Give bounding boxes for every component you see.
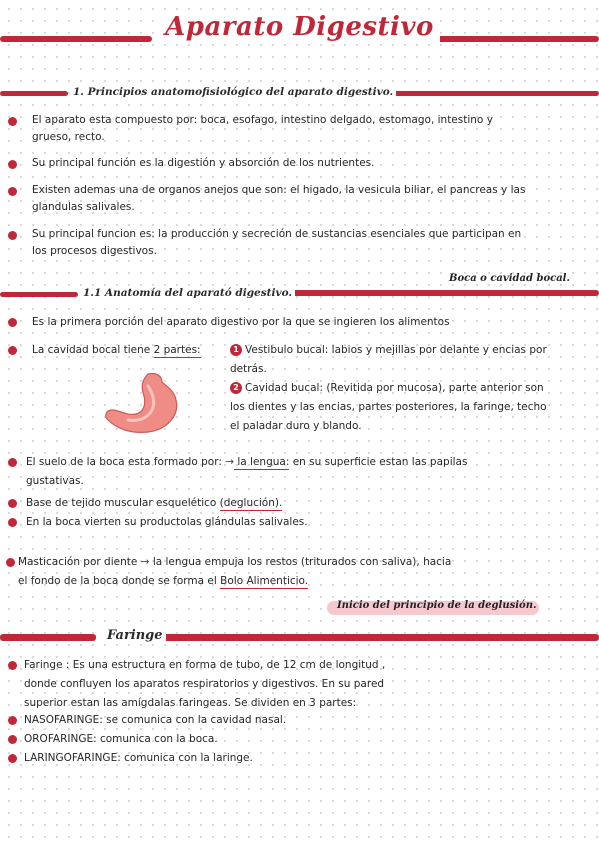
page-title: Aparato Digestivo — [0, 12, 599, 42]
section11-bullet-4: Base de tejido muscular esquelético (deglución). — [26, 497, 283, 509]
boca-note: Boca o cavidad bocal. — [449, 273, 570, 284]
bullet-dot — [8, 346, 17, 355]
bullet-dot — [8, 735, 17, 744]
section1-rule-right — [362, 91, 599, 96]
bullet-dot — [6, 558, 15, 567]
stomach-illustration — [104, 372, 182, 434]
part-1-vestibulo: 1 Vestibulo bucal: labios y mejillas por delante y encias por detrás. — [230, 344, 547, 375]
section1-bullet-3: Existen ademas una de organos anejos que son: el higado, la vesicula biliar, el pancreas y las glandulas salivales. — [32, 184, 526, 213]
section11-bullet-6: Masticación por diente → la lengua empuja los restos (triturados con saliva), hacia el fondo de la boca donde se forma el Bolo Alimenticio. — [18, 556, 452, 587]
faringe-heading: Faringe — [104, 628, 166, 643]
bullet-dot — [8, 160, 17, 169]
bullet-dot — [8, 754, 17, 763]
bullet-dot — [8, 458, 17, 467]
bullet-dot — [8, 661, 17, 670]
section1-rule-left — [0, 91, 68, 96]
section11-rule-left — [0, 292, 78, 297]
section11-bullet-2: La cavidad bocal tiene 2 partes: — [32, 344, 201, 356]
bullet-dot — [8, 117, 17, 126]
bullet-dot — [8, 318, 17, 327]
section11-bullet-3: El suelo de la boca esta formado por: → la lengua: en su superficie estan las papilas gustativas. — [26, 456, 468, 487]
section11-bullet-1: Es la primera porción del aparato digestivo por la que se ingieren los alimentos — [32, 316, 450, 328]
faringe-rule-right — [162, 634, 599, 641]
bullet-dot — [8, 499, 17, 508]
faringe-part-nasofaringe: NASOFARINGE: se comunica con la cavidad nasal. — [24, 714, 287, 726]
section11-heading: 1.1 Anatomía del aparató digestivo. — [80, 287, 295, 299]
section1-bullet-4: Su principal funcion es: la producción y secreción de sustancias esenciales que participan en los procesos digestivos. — [32, 228, 522, 257]
faringe-rule-left — [0, 634, 96, 641]
faringe-bullet-1: Faringe : Es una estructura en forma de tubo, de 12 cm de longitud , donde confluyen los aparatos respiratorios y digestivos. En su pared superior estan las amígdalas faringeas. Se dividen en 3 partes: — [24, 659, 386, 709]
deglucion-note: Inicio del principio de la deglusión. — [337, 600, 537, 611]
section1-heading: 1. Principios anatomofisiológico del aparato digestivo. — [70, 86, 396, 98]
faringe-part-orofaringe: OROFARINGE: comunica con la boca. — [24, 733, 218, 745]
section11-bullet-5: En la boca vierten su productolas glándulas salivales. — [26, 516, 308, 528]
bullet-dot — [8, 716, 17, 725]
section1-bullet-2: Su principal función es la digestión y absorción de los nutrientes. — [32, 157, 375, 169]
part-2-cavidad: 2 Cavidad bucal: (Revitida por mucosa), parte anterior son los dientes y las encias, partes posteriores, la faringe, techo el paladar duro y blando. — [230, 382, 547, 432]
bullet-dot — [8, 518, 17, 527]
section11-rule-right — [281, 290, 599, 296]
section1-bullet-1: El aparato esta compuesto por: boca, esofago, intestino delgado, estomago, intestino y grueso, recto. — [32, 114, 493, 143]
bullet-dot — [8, 231, 17, 240]
faringe-part-laringofaringe: LARINGOFARINGE: comunica con la laringe. — [24, 752, 253, 764]
bullet-dot — [8, 187, 17, 196]
